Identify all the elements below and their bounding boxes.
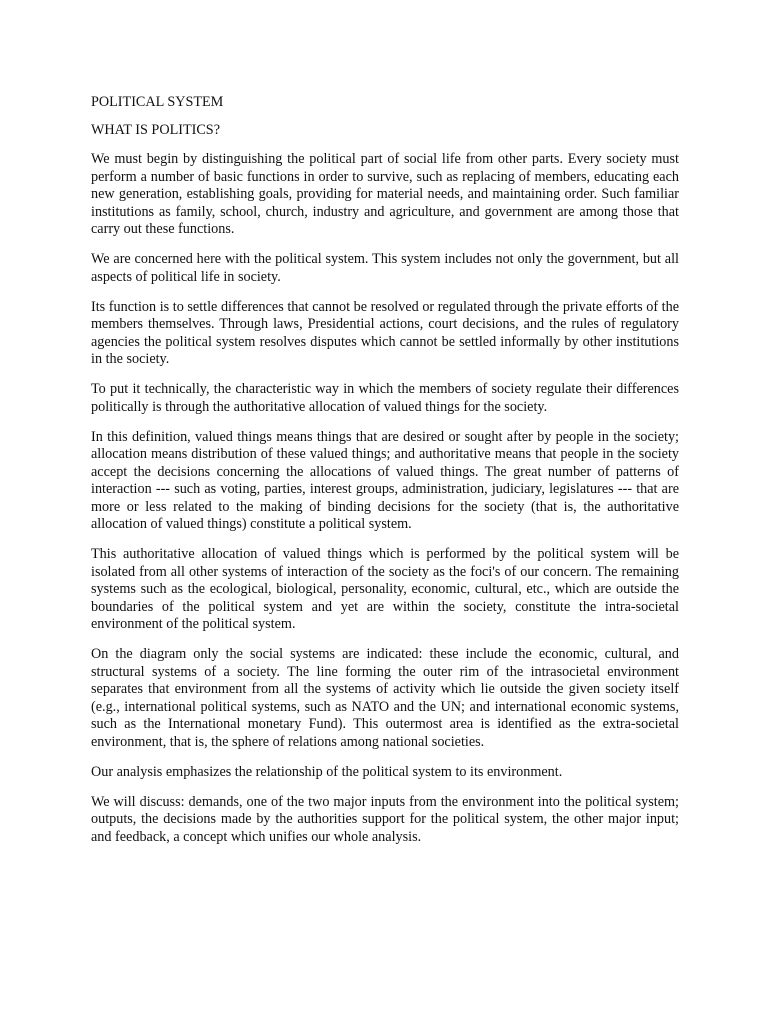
paragraph-intra-societal-environment: This authoritative allocation of valued things which is performed by the political system will be isolated from all other systems of interaction of the society as the foci's of our concern. The remaining systems such as the ecological, biological, personality, economic, cultural, etc., which are outside the boundaries of the political system and yet are within the society, constitute the intra-societal environment of the political system. (91, 546, 679, 632)
paragraph-definition-terms: In this definition, valued things means things that are desired or sought after by people in the society; allocation means distribution of these valued things; and authoritative means that people in the society accept the decisions concerning the allocations of valued things. The great number of patterns of interaction --- such as voting, parties, interest groups, administration, judiciary, legislatures --- that are more or less related to the making of binding decisions for the society (that is, the authoritative allocation of valued things) constitute a political system. (91, 428, 679, 532)
paragraph-basic-functions: We must begin by distinguishing the political part of social life from other parts. Every society must perform a number of basic functions in order to survive, such as replacing of members, educating each new generation, establishing goals, providing for material needs, and maintaining order. Such familiar institutions as family, school, church, industry and agriculture, and government are among those that carry out these functions. (91, 151, 679, 237)
section-heading: WHAT IS POLITICS? (91, 121, 220, 138)
paragraph-function: Its function is to settle differences that cannot be resolved or regulated through the private efforts of the members themselves. Through laws, Presidential actions, court decisions, and the rules of regulatory agencies the political system resolves disputes which cannot be settled informally by other institutions in the society. (91, 298, 679, 367)
paragraph-analysis-emphasis: Our analysis emphasizes the relationship of the political system to its environment. (91, 763, 563, 780)
paragraph-political-system-scope: We are concerned here with the political system. This system includes not only the government, but all aspects of political life in society. (91, 251, 679, 285)
document-title: POLITICAL SYSTEM (91, 94, 224, 110)
paragraph-diagram-description: On the diagram only the social systems are indicated: these include the economic, cultural, and structural systems of a society. The line forming the outer rim of the intrasocietal environment separates that environment from all the systems of activity which lie outside the given society itself (e.g., international political systems, such as NATO and the UN; and international economic systems, such as the International monetary Fund). This outermost area is identified as the extra-societal environment, that is, the sphere of relations among national societies. (91, 646, 679, 750)
paragraph-technical-definition: To put it technically, the characteristic way in which the members of society regulate their differences politically is through the authoritative allocation of valued things for the society. (91, 381, 679, 415)
paragraph-discussion-outline: We will discuss: demands, one of the two major inputs from the environment into the political system; outputs, the decisions made by the authorities support for the political system, the other major input; and feedback, a concept which unifies our whole analysis. (91, 793, 679, 845)
document-page (91, 94, 679, 859)
